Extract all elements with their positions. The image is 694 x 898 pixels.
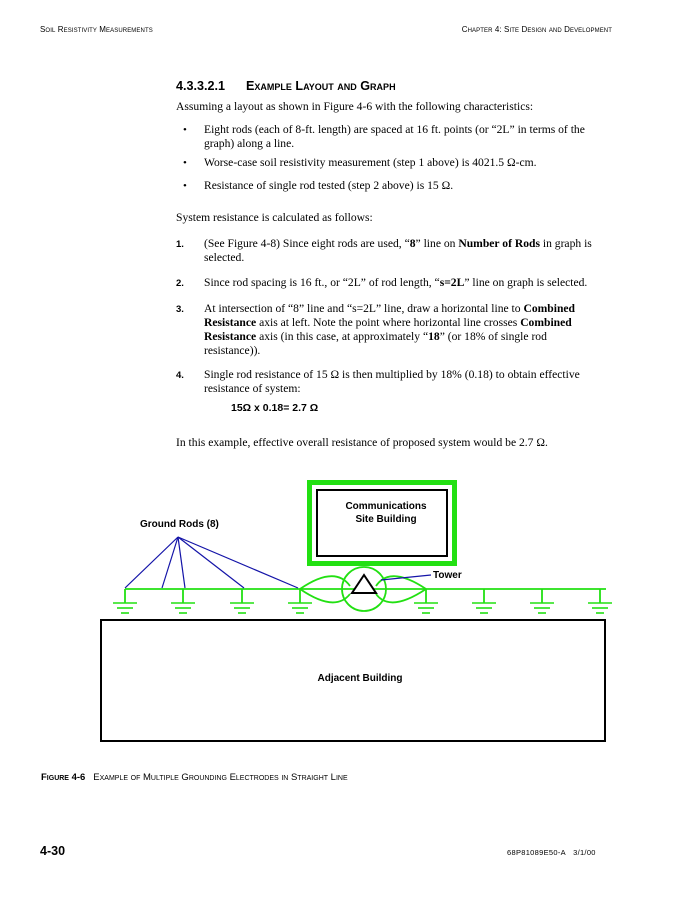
step-3-line-2: Resistance axis at left. Note the point where horizontal line crosses Combined <box>204 316 572 329</box>
running-header-left: Soil Resistivity Measurements <box>40 25 153 34</box>
communications-building-label-1: Communications <box>345 501 427 512</box>
ground-rod <box>113 603 137 613</box>
step-2-number: 2. <box>176 278 184 289</box>
bullet-1-line-2: graph) along a line. <box>204 137 295 150</box>
figure-caption: Figure 4-6 Example of Multiple Grounding Electrodes in Straight Line <box>41 772 348 783</box>
adjacent-building-label: Adjacent Building <box>317 673 403 684</box>
step-1-line-2: selected. <box>204 251 245 264</box>
step-4-line-2: resistance of system: <box>204 382 301 395</box>
intro-paragraph: Assuming a layout as shown in Figure 4-6 with the following characteristics: <box>176 100 534 113</box>
bullet-1-line-1: Eight rods (each of 8-ft. length) are spaced at 16 ft. points (or “2L” in terms of the <box>204 123 585 136</box>
ground-rod <box>588 603 612 613</box>
bullet-2-line-1: Worse-case soil resistivity measurement (step 1 above) is 4021.5 Ω-cm. <box>204 156 537 169</box>
step-1-number: 1. <box>176 239 184 250</box>
tower-icon <box>352 575 376 593</box>
step-2-line-1: Since rod spacing is 16 ft., or “2L” of rod length, “s=2L” line on graph is selected. <box>204 276 588 289</box>
bullet-dot: • <box>183 124 187 136</box>
section-title: Example Layout and Graph <box>246 79 396 93</box>
ground-rod <box>288 603 312 613</box>
step-1-line-1: (See Figure 4-8) Since eight rods are used, “8” line on Number of Rods in graph is <box>204 237 592 250</box>
footer-doc-info: 68P81089E50-A 3/1/00 <box>507 848 596 857</box>
bullet-dot: • <box>183 157 187 169</box>
conclusion-paragraph: In this example, effective overall resistance of proposed system would be 2.7 Ω. <box>176 436 548 449</box>
ground-rod <box>530 603 554 613</box>
tower-label: Tower <box>433 570 462 581</box>
ground-rod <box>171 603 195 613</box>
running-header-right: Chapter 4: Site Design and Development <box>461 25 612 34</box>
step-3-number: 3. <box>176 304 184 315</box>
step-3-line-4: resistance)). <box>204 344 261 357</box>
step-3-line-1: At intersection of “8” line and “s=2L” line, draw a horizontal line to Combined <box>204 302 576 315</box>
communications-building-label-2: Site Building <box>355 514 417 525</box>
step-4-number: 4. <box>176 370 184 381</box>
step-4-line-1: Single rod resistance of 15 Ω is then multiplied by 18% (0.18) to obtain effective <box>204 368 580 381</box>
step-3-line-3: Resistance axis (in this case, at approximately “18” (or 18% of single rod <box>204 330 547 343</box>
ground-rod <box>414 603 438 613</box>
bullet-3-line-1: Resistance of single rod tested (step 2 above) is 15 Ω. <box>204 179 454 192</box>
calc-intro: System resistance is calculated as follows: <box>176 211 373 224</box>
page-number: 4-30 <box>40 844 66 858</box>
ground-rod <box>472 603 496 613</box>
ground-rods-label: Ground Rods (8) <box>140 519 219 530</box>
ground-rod <box>230 603 254 613</box>
section-number: 4.3.3.2.1 <box>176 79 226 93</box>
formula: 15Ω x 0.18= 2.7 Ω <box>231 402 319 414</box>
bullet-dot: • <box>183 180 187 192</box>
